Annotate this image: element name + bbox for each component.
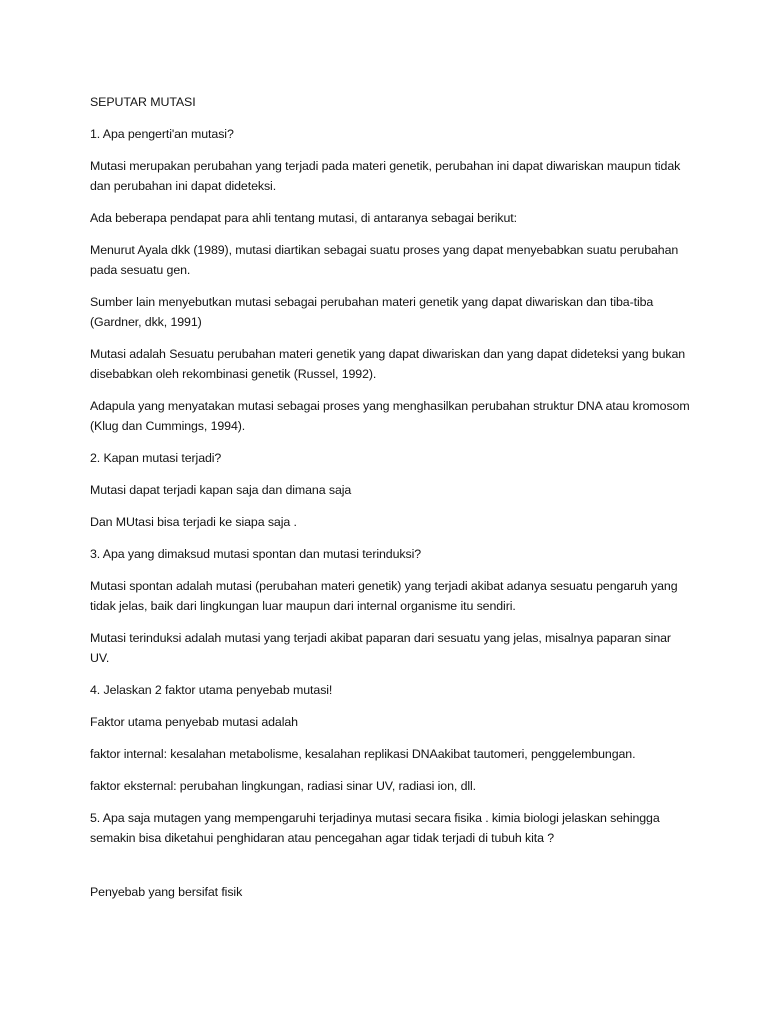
- paragraph: Ada beberapa pendapat para ahli tentang mutasi, di antaranya sebagai berikut:: [90, 211, 517, 225]
- document-body: [90, 92, 690, 914]
- paragraph: Mutasi adalah Sesuatu perubahan materi genetik yang dapat diwariskan dan yang dapat dideteksi yang bukan disebabkan oleh rekombinasi genetik (Russel, 1992).: [90, 347, 686, 381]
- section-heading: Penyebab yang bersifat fisik: [90, 885, 243, 899]
- paragraph: Mutasi terinduksi adalah mutasi yang terjadi akibat paparan dari sesuatu yang jelas, misalnya paparan sinar UV.: [90, 631, 671, 665]
- paragraph: Mutasi dapat terjadi kapan saja dan dimana saja: [90, 483, 352, 497]
- paragraph: Faktor utama penyebab mutasi adalah: [90, 715, 298, 729]
- paragraph: Adapula yang menyatakan mutasi sebagai proses yang menghasilkan perubahan struktur DNA atau kromosom (Klug dan Cummings, 1994).: [90, 399, 690, 433]
- paragraph: Mutasi spontan adalah mutasi (perubahan materi genetik) yang terjadi akibat adanya sesuatu pengaruh yang tidak jelas, baik dari lingkungan luar maupun dari internal organisme itu sendiri.: [90, 579, 678, 613]
- paragraph: faktor eksternal: perubahan lingkungan, radiasi sinar UV, radiasi ion, dll.: [90, 779, 477, 793]
- question-3: 3. Apa yang dimaksud mutasi spontan dan mutasi terinduksi?: [90, 547, 422, 561]
- question-1: 1. Apa pengerti'an mutasi?: [90, 127, 234, 141]
- question-5: 5. Apa saja mutagen yang mempengaruhi terjadinya mutasi secara fisika . kimia biologi jelaskan sehingga semakin bisa diketahui penghidaran atau pencegahan agar tidak terjadi di tubuh kita ?: [90, 811, 660, 845]
- question-2: 2. Kapan mutasi terjadi?: [90, 451, 222, 465]
- paragraph: Menurut Ayala dkk (1989), mutasi diartikan sebagai suatu proses yang dapat menyebabkan suatu perubahan pada sesuatu gen.: [90, 243, 679, 277]
- document-title: SEPUTAR MUTASI: [90, 95, 196, 109]
- paragraph: faktor internal: kesalahan metabolisme, kesalahan replikasi DNAakibat tautomeri, penggelembungan.: [90, 747, 636, 761]
- question-4: 4. Jelaskan 2 faktor utama penyebab mutasi!: [90, 683, 333, 697]
- paragraph: Mutasi merupakan perubahan yang terjadi pada materi genetik, perubahan ini dapat diwariskan maupun tidak dan perubahan ini dapat dideteksi.: [90, 159, 681, 193]
- paragraph: Dan MUtasi bisa terjadi ke siapa saja .: [90, 515, 297, 529]
- paragraph: Sumber lain menyebutkan mutasi sebagai perubahan materi genetik yang dapat diwariskan dan tiba-tiba (Gardner, dkk, 1991): [90, 295, 654, 329]
